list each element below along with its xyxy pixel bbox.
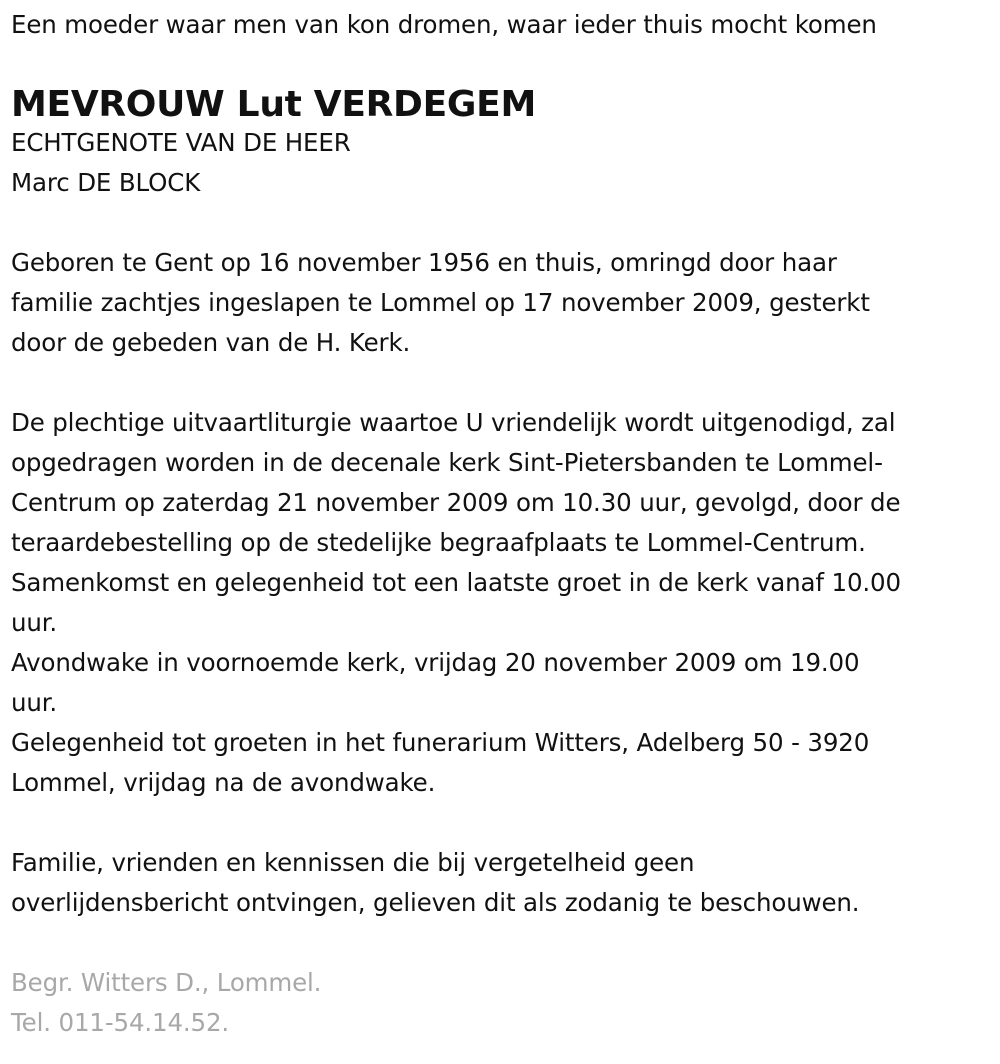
funeral-line: uur. — [11, 688, 58, 717]
funeral-paragraph — [11, 403, 996, 803]
closing-line: overlijdensbericht ontvingen, gelieven dit als zodanig te beschouwen. — [11, 888, 860, 917]
spouse-title: ECHTGENOTE VAN DE HEER — [11, 128, 351, 157]
funeral-line: De plechtige uitvaartliturgie waartoe U vriendelijk wordt uitgenodigd, zal — [11, 408, 896, 437]
funeral-line: Gelegenheid tot groeten in het funerarium Witters, Adelberg 50 - 3920 — [11, 728, 870, 757]
spacer — [11, 803, 996, 843]
undertaker: Begr. Witters D., Lommel. — [11, 968, 322, 997]
spacer — [11, 363, 996, 403]
funeral-line: opgedragen worden in de decenale kerk Sint-Pietersbanden te Lommel- — [11, 448, 883, 477]
birth-death-line: door de gebeden van de H. Kerk. — [11, 328, 411, 357]
birth-death-line: familie zachtjes ingeslapen te Lommel op 17 november 2009, gesterkt — [11, 288, 870, 317]
funeral-line: Avondwake in voornoemde kerk, vrijdag 20 november 2009 om 19.00 — [11, 648, 860, 677]
funeral-line: Samenkomst en gelegenheid tot een laatste groet in de kerk vanaf 10.00 — [11, 568, 901, 597]
spouse-name: Marc DE BLOCK — [11, 168, 201, 197]
spacer — [11, 923, 996, 963]
closing-line: Familie, vrienden en kennissen die bij vergetelheid geen — [11, 848, 695, 877]
motto: Een moeder waar men van kon dromen, waar ieder thuis mocht komen — [11, 10, 877, 39]
closing-paragraph — [11, 843, 996, 923]
funeral-line: Centrum op zaterdag 21 november 2009 om 10.30 uur, gevolgd, door de — [11, 488, 901, 517]
birth-death-paragraph — [11, 243, 996, 363]
birth-death-line: Geboren te Gent op 16 november 1956 en thuis, omringd door haar — [11, 248, 837, 277]
funeral-line: Lommel, vrijdag na de avondwake. — [11, 768, 436, 797]
funeral-line: uur. — [11, 608, 58, 637]
funeral-line: teraardebestelling op de stedelijke begraafplaats te Lommel-Centrum. — [11, 528, 866, 557]
undertaker-phone: Tel. 011-54.14.52. — [11, 1008, 230, 1037]
spacer — [11, 203, 996, 243]
obituary-notice — [11, 0, 996, 1043]
deceased-name: MEVROUW Lut VERDEGEM — [11, 84, 537, 125]
